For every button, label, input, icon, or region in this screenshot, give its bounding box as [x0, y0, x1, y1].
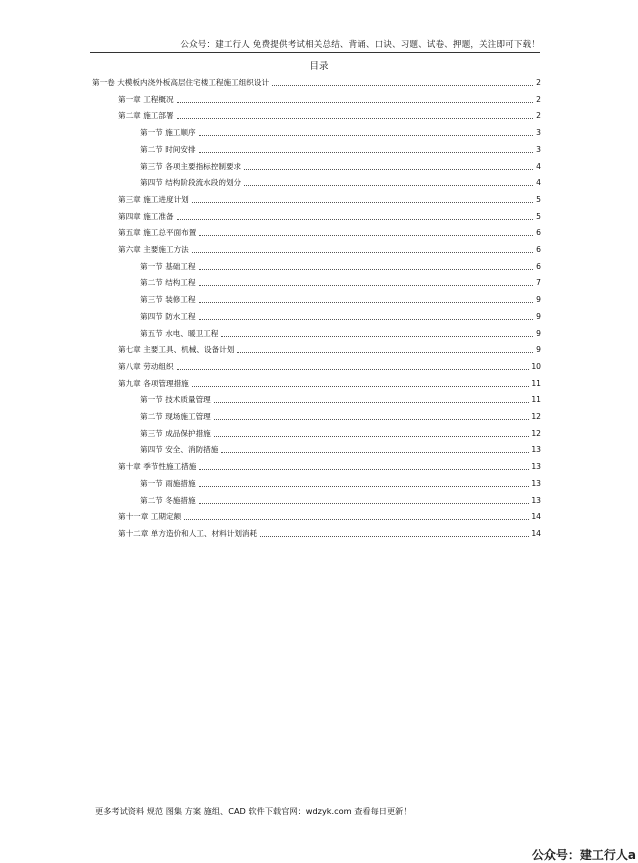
toc-entry-page: 3: [536, 144, 541, 154]
toc-entry[interactable]: [140, 325, 541, 339]
toc-entry[interactable]: [140, 475, 541, 489]
toc-entry-label: 第十二章 单方造价和人工、材料计划消耗: [118, 528, 258, 538]
toc-entry-label: 第七章 主要工具、机械、设备计划: [118, 345, 235, 355]
toc-entry-page: 11: [531, 395, 541, 405]
toc-entry-label: 第一节 施工顺序: [140, 128, 196, 138]
toc-entry-label: 第三节 各项主要指标控制要求: [140, 161, 242, 171]
toc-entry-page: 9: [536, 345, 541, 355]
toc-entry-page: 13: [531, 478, 541, 488]
toc-dot-leader: [199, 302, 533, 303]
toc-entry-label: 第五节 水电、暖卫工程: [140, 328, 219, 338]
toc-entry[interactable]: [118, 375, 541, 389]
toc-entry-label: 第十一章 工期定额: [118, 512, 182, 522]
toc-entry-page: 5: [536, 211, 541, 221]
toc-dot-leader: [199, 135, 533, 136]
toc-entry[interactable]: [118, 458, 541, 472]
toc-dot-leader: [221, 452, 529, 453]
page-footer: 更多考试资料 规范 图集 方案 施组、CAD 软件下载官网：wdzyk.com 查看每日更新！: [95, 806, 412, 816]
toc-entry-page: 13: [531, 445, 541, 455]
toc-entry-page: 12: [531, 428, 541, 438]
toc-entry[interactable]: [92, 74, 541, 88]
toc-title: 目录: [309, 61, 329, 72]
toc-entry-label: 第二节 冬施措施: [140, 495, 196, 505]
toc-dot-leader: [214, 402, 530, 403]
toc-entry-label: 第一章 工程概况: [118, 94, 174, 104]
toc-entry-page: 14: [531, 528, 541, 538]
toc-entry-page: 13: [531, 495, 541, 505]
toc-dot-leader: [192, 202, 533, 203]
toc-entry[interactable]: [140, 274, 541, 288]
toc-dot-leader: [184, 519, 529, 520]
toc-entry-label: 第一节 基础工程: [140, 261, 196, 271]
toc-entry-page: 9: [536, 311, 541, 321]
toc-dot-leader: [199, 285, 533, 286]
toc-entry[interactable]: [140, 408, 541, 422]
toc-entry[interactable]: [118, 241, 541, 255]
toc-dot-leader: [177, 102, 533, 103]
toc-dot-leader: [177, 219, 533, 220]
toc-entry[interactable]: [140, 425, 541, 439]
toc-entry-label: 第二节 结构工程: [140, 278, 196, 288]
toc-entry-label: 第二节 现场施工管理: [140, 412, 211, 421]
toc-entry[interactable]: [118, 208, 541, 222]
watermark: 公众号：建工行人a: [531, 848, 636, 862]
toc-dot-leader: [244, 185, 533, 186]
toc-entry-page: 4: [536, 178, 541, 188]
toc-dot-leader: [177, 118, 533, 119]
toc-entry-label: 第五章 施工总平面布置: [118, 228, 197, 238]
toc-entry-label: 第十章 季节性施工措施: [118, 462, 197, 472]
toc-dot-leader: [272, 85, 533, 86]
toc-entry[interactable]: [118, 525, 541, 539]
toc-entry-page: 7: [536, 278, 541, 288]
toc-entry-page: 11: [531, 378, 541, 388]
toc-dot-leader: [221, 336, 533, 337]
toc-entry-page: 10: [531, 361, 541, 371]
toc-entry-page: 2: [536, 78, 541, 87]
toc-entry-label: 第四节 防水工程: [140, 311, 196, 321]
toc-entry[interactable]: [140, 291, 541, 305]
toc-dot-leader: [199, 152, 533, 153]
toc-entry[interactable]: [118, 91, 541, 105]
toc-entry-page: 14: [531, 512, 541, 522]
toc-entry[interactable]: [140, 391, 541, 405]
toc-entry[interactable]: [140, 258, 541, 272]
toc-entry[interactable]: [140, 124, 541, 138]
toc-dot-leader: [199, 319, 533, 320]
toc-entry[interactable]: [140, 308, 541, 322]
toc-entry[interactable]: [140, 492, 541, 506]
toc-entry-page: 9: [536, 328, 541, 338]
toc-entry[interactable]: [118, 341, 541, 355]
toc-entry-page: 12: [531, 412, 541, 421]
toc-dot-leader: [199, 269, 533, 270]
toc-entry-label: 第二节 时间安排: [140, 144, 196, 154]
toc-entry-label: 第一节 雨施措施: [140, 478, 196, 488]
toc-dot-leader: [214, 436, 530, 437]
toc-entry-page: 2: [536, 111, 541, 121]
toc-entry-label: 第三节 装修工程: [140, 295, 196, 305]
toc-dot-leader: [260, 536, 529, 537]
toc-dot-leader: [199, 235, 533, 236]
toc-dot-leader: [214, 419, 530, 420]
toc-entry[interactable]: [140, 441, 541, 455]
toc-entry-label: 第三章 施工进度计划: [118, 194, 189, 204]
toc-dot-leader: [199, 503, 530, 504]
toc-entry-label: 第四节 结构阶段流水段的划分: [140, 178, 242, 188]
toc-entry-label: 第六章 主要施工方法: [118, 245, 189, 254]
toc-dot-leader: [199, 469, 529, 470]
toc-entry-page: 13: [531, 462, 541, 472]
toc-entry[interactable]: [118, 358, 541, 372]
toc-dot-leader: [192, 386, 530, 387]
toc-dot-leader: [199, 486, 530, 487]
toc-entry-page: 6: [536, 261, 541, 271]
toc-entry-page: 2: [536, 94, 541, 104]
toc-entry-label: 第一卷 大模板内浇外板高层住宅楼工程施工组织设计: [92, 78, 270, 87]
toc-entry-label: 第八章 劳动组织: [118, 361, 174, 371]
toc-entry[interactable]: [118, 508, 541, 522]
toc-entry-page: 9: [536, 295, 541, 305]
toc-entry[interactable]: [140, 158, 541, 172]
page-header: 公众号：建工行人 免费提供考试相关总结、背诵、口诀、习题、试卷、押题，关注即可下载！: [90, 38, 540, 53]
toc-entry-page: 6: [536, 228, 541, 238]
toc-entry[interactable]: [140, 141, 541, 155]
toc-dot-leader: [244, 169, 533, 170]
toc-entry[interactable]: [118, 191, 541, 205]
toc-entry-label: 第四章 施工准备: [118, 211, 174, 221]
toc-dot-leader: [177, 369, 530, 370]
toc-entry-page: 4: [536, 161, 541, 171]
toc-entry-page: 5: [536, 194, 541, 204]
toc-entry-label: 第二章 施工部署: [118, 111, 174, 121]
toc-entry-label: 第九章 各项管理措施: [118, 378, 189, 388]
toc-entry-label: 第四节 安全、消防措施: [140, 445, 219, 455]
toc-entry[interactable]: [118, 224, 541, 238]
toc-dot-leader: [192, 252, 533, 253]
toc-entry-page: 6: [536, 245, 541, 254]
toc-dot-leader: [237, 352, 533, 353]
toc-entry-page: 3: [536, 128, 541, 138]
toc-entry[interactable]: [118, 107, 541, 121]
toc-entry-label: 第一节 技术质量管理: [140, 395, 211, 405]
toc-entry[interactable]: [140, 174, 541, 188]
toc-entry-label: 第三节 成品保护措施: [140, 428, 211, 438]
